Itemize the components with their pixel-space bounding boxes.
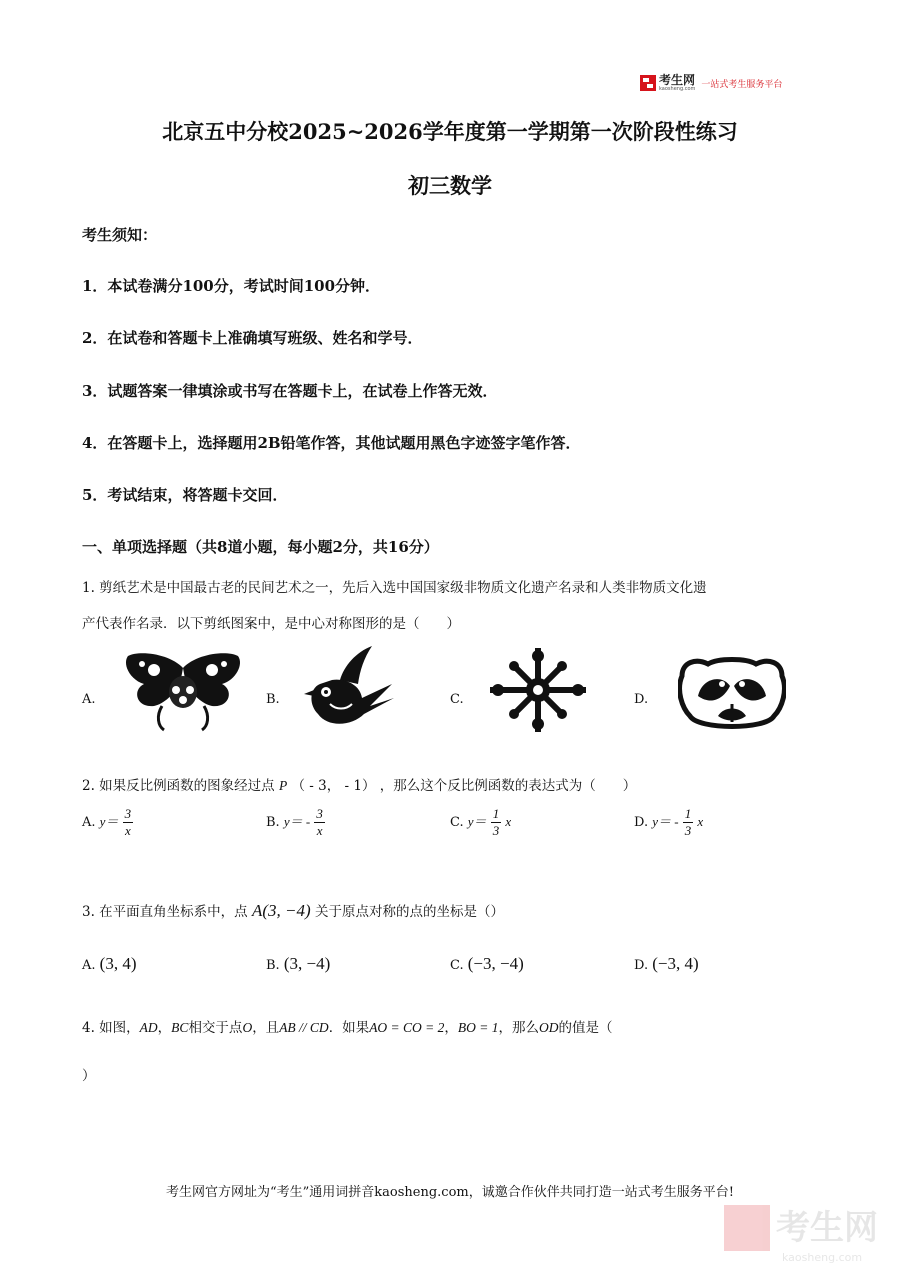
q4-bc: BC <box>171 1020 189 1035</box>
q2-option-a-fraction <box>123 806 134 839</box>
snowflake-papercut-image <box>488 646 588 734</box>
q3-option-c <box>450 954 524 974</box>
watermark-domain: kaosheng.com <box>782 1251 863 1264</box>
q2-option-b <box>266 806 325 839</box>
q4-part-1: 4. 如图， <box>82 1020 140 1036</box>
q1-stem-line2: 产代表作名录．以下剪纸图案中，是中心对称图形的是（ ） <box>82 616 460 632</box>
q2-option-d-numerator: 1 <box>684 806 692 821</box>
q3-option-b-value: (3, −4) <box>283 954 331 973</box>
q2-option-b-numerator: 3 <box>316 806 323 821</box>
q4-part-4: ．如果 <box>328 1020 370 1036</box>
q3-option-b-label: B. <box>266 958 280 973</box>
q3-option-d <box>634 954 699 974</box>
q2-option-c-numerator: 1 <box>492 806 500 821</box>
watermark-logo-mark <box>724 1205 770 1251</box>
q4-parallel: AB // CD <box>279 1020 329 1035</box>
brand-slogan: 一站式考生服务平台 <box>701 79 783 90</box>
q2-option-c-label: C. <box>450 815 464 830</box>
notice-heading: 考生须知： <box>82 226 158 244</box>
swallow-papercut-image <box>300 644 396 736</box>
q2-stem <box>82 774 636 794</box>
q4-eq2: BO = 1 <box>457 1020 499 1035</box>
q2-point-coords: （ - 3， - 1） <box>291 778 376 794</box>
q2-option-d-tail: x <box>697 814 704 829</box>
q2-option-d-label: D. <box>634 815 649 830</box>
q4-part-5: ， <box>444 1020 458 1036</box>
notice-item-2: 2．在试卷和答题卡上准确填写班级、姓名和学号． <box>82 329 423 347</box>
q4-part-6: ，那么 <box>498 1020 540 1036</box>
q2-option-a <box>82 806 133 839</box>
q1-option-d-label: D. <box>634 692 649 707</box>
q3-option-a-label: A. <box>82 958 96 973</box>
watermark <box>724 1205 878 1264</box>
q2-option-a-numerator: 3 <box>124 806 132 821</box>
q3-option-a-value: (3, 4) <box>99 954 137 973</box>
q2-option-b-denominator: x <box>316 823 323 838</box>
q2-option-c-tail: x <box>505 814 512 829</box>
q3-option-d-value: (−3, 4) <box>652 954 699 973</box>
q2-option-c-lhs: y＝ <box>467 814 487 829</box>
butterfly-papercut-image <box>120 650 246 732</box>
exam-title: 北京五中分校2025~2026学年度第一学期第一次阶段性练习 <box>162 119 738 144</box>
q2-option-d-lhs: y＝ - <box>652 814 679 829</box>
q2-option-d-denominator: 3 <box>684 823 692 838</box>
q3-option-c-value: (−3, −4) <box>467 954 524 973</box>
q4-stem-line2: ） <box>82 1068 96 1084</box>
q4-stem <box>82 1016 613 1036</box>
exam-subject: 初三数学 <box>408 173 492 198</box>
q2-option-b-fraction <box>314 806 325 839</box>
section-heading: 一、单项选择题（共8道小题，每小题2分，共16分） <box>82 538 439 556</box>
q2-option-c-fraction <box>491 806 502 839</box>
q4-od: OD <box>539 1020 559 1035</box>
q2-option-c-denominator: 3 <box>492 823 500 838</box>
q4-part-7: 的值是（ <box>558 1020 613 1036</box>
q3-option-b <box>266 954 330 974</box>
notice-item-1: 1．本试卷满分100分，考试时间100分钟． <box>82 277 381 295</box>
q2-option-b-lhs: y＝ - <box>283 814 311 829</box>
q1-option-a-label: A. <box>82 692 96 707</box>
brand-logo-mark <box>640 75 656 91</box>
twin-fish-papercut-image <box>678 656 786 734</box>
q3-stem-prefix: 3. 在平面直角坐标系中，点 <box>82 904 248 920</box>
q2-option-d-fraction <box>683 806 694 839</box>
q4-ad: AD <box>139 1020 158 1035</box>
q2-option-d <box>634 806 703 839</box>
q2-stem-prefix: 2. 如果反比例函数的图象经过点 <box>82 778 275 794</box>
q1-stem-line1: 1. 剪纸艺术是中国最古老的民间艺术之一，先后入选中国国家级非物质文化遗产名录和人类非物质文化遗 <box>82 580 707 596</box>
watermark-name: 考生网 <box>776 1208 878 1248</box>
q4-part-3: ，且 <box>252 1020 280 1036</box>
q3-stem-suffix: 关于原点对称的点的坐标是（） <box>314 904 504 920</box>
notice-item-3: 3．试题答案一律填涂或书写在答题卡上，在试卷上作答无效． <box>82 382 498 400</box>
q4-eq1: AO = CO = 2 <box>369 1020 445 1035</box>
q2-option-b-label: B. <box>266 815 280 830</box>
brand-logo-domain: kaosheng.com <box>659 85 696 92</box>
q3-point: A(3, −4) <box>251 901 311 920</box>
q3-option-a <box>82 954 137 974</box>
q2-stem-suffix: ，那么这个反比例函数的表达式为（ ） <box>379 778 637 794</box>
brand-logo <box>640 72 782 94</box>
q2-option-a-denominator: x <box>124 823 131 838</box>
q1-option-c-label: C. <box>450 692 464 707</box>
notice-item-4: 4．在答题卡上，选择题用2B铅笔作答，其他试题用黑色字迹签字笔作答． <box>82 434 581 452</box>
q3-option-c-label: C. <box>450 958 464 973</box>
brand-logo-name: 考生网 <box>659 72 696 87</box>
q4-part-2: 相交于点 <box>188 1020 243 1036</box>
q4-o: O <box>242 1020 253 1035</box>
q2-point-label: P <box>278 778 288 793</box>
q1-option-b-label: B. <box>266 692 280 707</box>
q2-option-a-lhs: y＝ <box>99 814 119 829</box>
page-footer: 考生网官方网址为“考生”通用词拼音kaosheng.com，诚邀合作伙伴共同打造一站式考生服务平台! <box>166 1185 734 1200</box>
q3-stem <box>82 900 504 921</box>
q2-option-a-label: A. <box>82 815 96 830</box>
notice-item-5: 5．考试结束，将答题卡交回． <box>82 486 288 504</box>
q2-option-c <box>450 806 511 839</box>
q4-sep: ， <box>157 1020 172 1036</box>
q3-option-d-label: D. <box>634 958 649 973</box>
